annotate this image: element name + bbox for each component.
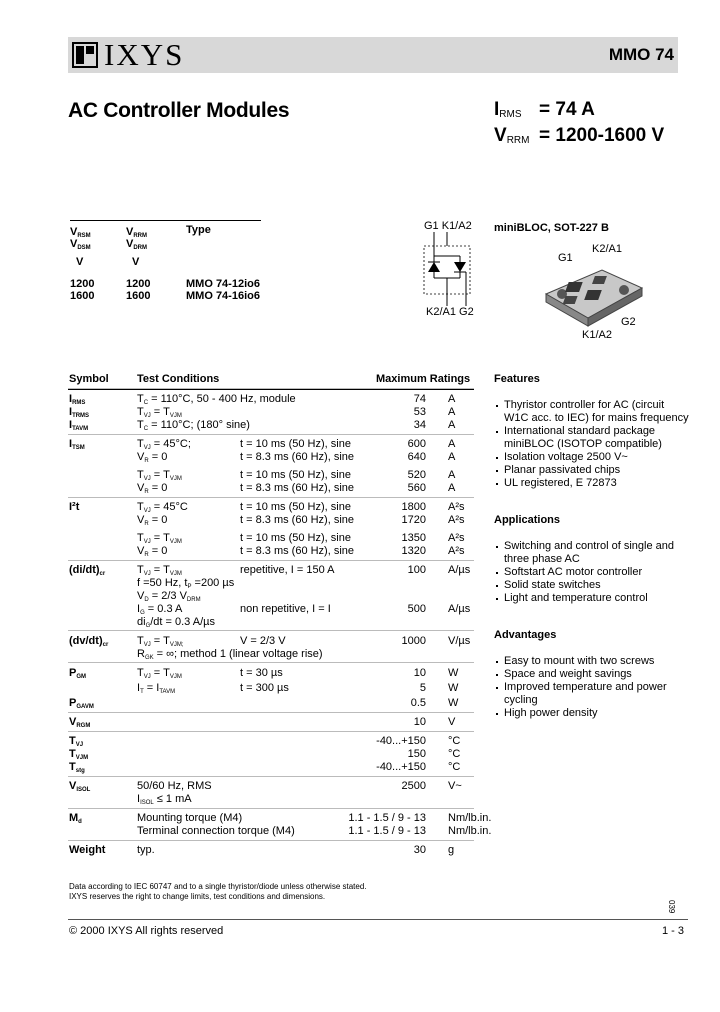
schematic-bottom-labels: K2/A1 G2 (426, 306, 474, 318)
type-table-rule (70, 220, 261, 221)
type-col1-header: $V_{DSM}$ (70, 238, 91, 251)
ratings-condition-2: t = 10 ms (50 Hz), sine (240, 532, 351, 544)
ratings-condition: $T_{VJ} = T_{VJM}$ (137, 532, 182, 545)
ratings-condition: $T_{VJ} = T_{VJM;}$ (137, 635, 184, 648)
col-max-header: Maximum Ratings (376, 373, 471, 385)
ratings-condition: $T_{VJ} = 45^\circ C$ (137, 501, 188, 514)
page-title: AC Controller Modules (68, 99, 290, 122)
bullet-icon (496, 661, 498, 663)
ratings-unit: V (448, 716, 456, 728)
ratings-value: 53 (413, 406, 426, 418)
bullet-icon (496, 687, 498, 689)
ratings-unit: V~ (448, 780, 462, 792)
bullet-icon (496, 598, 498, 600)
ratings-row-rule (68, 712, 474, 713)
ratings-condition: f =50 Hz, $t_P =200$ µs (137, 577, 235, 590)
ratings-row-rule (68, 434, 474, 435)
ratings-condition-2: t = 8.3 ms (60 Hz), sine (240, 514, 355, 526)
ratings-unit: A (448, 406, 456, 418)
type-cell: 1600 (70, 290, 95, 302)
ratings-row-rule (68, 662, 474, 663)
features-item: International standard package (504, 425, 656, 437)
applications-item: Softstart AC motor controller (504, 566, 643, 578)
page-number: 1 - 3 (662, 925, 685, 937)
ratings-value: 74 (413, 393, 426, 405)
ratings-condition-2: non repetitive, I = I (240, 603, 331, 615)
ratings-condition-2: t = 10 ms (50 Hz), sine (240, 469, 351, 481)
ratings-value: 1320 (401, 545, 426, 557)
applications-item: Switching and control of single and (504, 540, 674, 552)
type-cell: MMO 74-12io6 (186, 278, 260, 290)
ratings-value: 10 (413, 667, 426, 679)
part-number: MMO 74 (608, 45, 674, 64)
ratings-value: 30 (413, 844, 426, 856)
ratings-symbol: $I_{RMS}$ (69, 393, 86, 406)
ratings-condition: $R_{GK}$ = ∞; method 1 (linear voltage rise) (137, 648, 323, 661)
ratings-unit: °C (448, 735, 461, 747)
ratings-symbol: $I_{TRMS}$ (69, 406, 90, 419)
ratings-value: 1.1 - 1.5 / 9 - 13 (348, 825, 426, 837)
schematic-top-labels: G1 K1/A2 (424, 220, 472, 232)
ratings-symbol: I²t (69, 501, 80, 513)
ratings-row-rule (68, 560, 474, 561)
ratings-condition-2: t = 30 µs (240, 667, 283, 679)
footnote-2: IXYS reserves the right to change limits, test conditions and dimensions. (69, 892, 326, 901)
ratings-unit: Nm/lb.in. (448, 825, 492, 837)
ratings-condition: $T_{VJ} = 45^\circ C$; (137, 438, 191, 451)
ratings-unit: °C (448, 748, 461, 760)
bullet-icon (496, 674, 498, 676)
ratings-value: 600 (407, 438, 426, 450)
ratings-unit: A/µs (448, 564, 471, 576)
copyright: © 2000 IXYS All rights reserved (69, 925, 224, 937)
ratings-unit: g (448, 844, 455, 856)
type-cell: 1600 (126, 290, 151, 302)
features-title: Features (494, 373, 540, 385)
ratings-condition-2: t = 8.3 ms (60 Hz), sine (240, 482, 355, 494)
ratings-value: 560 (407, 482, 426, 494)
bullet-icon (496, 572, 498, 574)
side-code: 039 (667, 900, 676, 914)
ratings-condition: $I_{ISOL} \le 1$ mA (137, 793, 192, 806)
features-item: miniBLOC (ISOTOP compatible) (504, 438, 662, 450)
ratings-condition-2: V = 2/3 V (240, 635, 286, 647)
ratings-unit: W (448, 682, 459, 694)
ratings-row-rule (68, 840, 474, 841)
type-col2-header: $V_{DRM}$ (126, 238, 148, 251)
ratings-unit: A (448, 482, 456, 494)
ratings-condition: $V_D = 2/3$ $V_{DRM}$ (137, 590, 201, 603)
ratings-unit: A (448, 469, 456, 481)
bullet-icon (496, 713, 498, 715)
ratings-unit: °C (448, 761, 461, 773)
applications-title: Applications (494, 514, 561, 526)
ratings-symbol: $T_{stg}$ (69, 761, 85, 774)
ratings-unit: W (448, 667, 459, 679)
ixys-logo (72, 37, 185, 72)
package-image (540, 262, 646, 330)
ratings-value: 2500 (401, 780, 426, 792)
ratings-unit: W (448, 697, 459, 709)
ratings-value: 500 (407, 603, 426, 615)
type-cell: 1200 (126, 278, 151, 290)
ratings-value: 640 (407, 451, 426, 463)
ratings-condition-2: t = 8.3 ms (60 Hz), sine (240, 545, 355, 557)
package-label-k2a1: K2/A1 (592, 243, 622, 255)
ratings-condition: $T_{VJ} = T_{VJM}$ (137, 667, 182, 680)
ratings-unit: Nm/lb.in. (448, 812, 492, 824)
ratings-symbol: $(di/dt)_{cr}$ (69, 564, 106, 577)
ratings-condition-2: t = 10 ms (50 Hz), sine (240, 438, 351, 450)
ratings-condition: $T_C = 110^\circ C$, 50 - 400 Hz, module (137, 393, 296, 406)
ratings-row-rule (68, 630, 474, 631)
advantages-item: Improved temperature and power (504, 681, 667, 693)
ratings-condition-2: t = 8.3 ms (60 Hz), sine (240, 451, 355, 463)
ratings-condition: $di_G/dt = 0.3$ A/µs (137, 616, 215, 629)
ratings-unit: V/µs (448, 635, 471, 647)
type-col2-header: $V_{RRM}$ (126, 226, 148, 239)
ratings-value: 150 (407, 748, 426, 760)
ratings-symbol: $(dv/dt)_{cr}$ (69, 635, 109, 648)
ratings-condition: $V_R = 0$ (137, 545, 168, 558)
ratings-condition: Mounting torque (M4) (137, 812, 243, 824)
ratings-unit: A²s (448, 514, 465, 526)
advantages-item: Space and weight savings (504, 668, 632, 680)
ratings-condition: $V_R = 0$ (137, 514, 168, 527)
ratings-value: 1350 (401, 532, 426, 544)
logo-text: IXYS (104, 37, 185, 72)
type-cell: 1200 (70, 278, 95, 290)
ratings-symbol: $P_{GM}$ (69, 667, 87, 680)
applications-item: Solid state switches (504, 579, 601, 591)
advantages-title: Advantages (494, 629, 557, 641)
ratings-row-rule (68, 731, 474, 732)
bullet-icon (496, 546, 498, 548)
ratings-unit: A/µs (448, 603, 471, 615)
ratings-unit: A (448, 419, 456, 431)
ratings-condition-2: t = 300 µs (240, 682, 289, 694)
ratings-symbol: $V_{ISOL}$ (69, 780, 91, 793)
ratings-row-rule (68, 776, 474, 777)
ratings-unit: A²s (448, 501, 465, 513)
package-label-g2: G2 (621, 316, 636, 328)
bullet-icon (496, 470, 498, 472)
ratings-condition: Terminal connection torque (M4) (137, 825, 295, 837)
bullet-icon (496, 431, 498, 433)
type-col3-header: Type (186, 224, 211, 236)
ratings-condition: $I_T = I_{TAVM}$ (137, 682, 176, 695)
bullet-icon (496, 483, 498, 485)
ratings-value: 0.5 (410, 697, 426, 709)
ratings-symbol: $I_{TAVM}$ (69, 419, 89, 432)
package-title: miniBLOC, SOT-227 B (494, 222, 609, 234)
ratings-condition: $V_R = 0$ (137, 451, 168, 464)
ratings-condition: $T_{VJ} = T_{VJM}$ (137, 469, 182, 482)
bullet-icon (496, 457, 498, 459)
bullet-icon (496, 405, 498, 407)
ratings-symbol: $T_{VJ}$ (69, 735, 84, 748)
ratings-unit: A (448, 438, 456, 450)
ratings-condition-2: repetitive, I = 150 A (240, 564, 335, 576)
ratings-symbol: $P_{GAVM}$ (69, 697, 94, 710)
ratings-value: -40...+150 (376, 761, 426, 773)
advantages-item: High power density (504, 707, 598, 719)
ratings-condition: $T_C = 110^\circ C$; (180° sine) (137, 419, 250, 432)
ratings-symbol: $I_{TSM}$ (69, 438, 85, 451)
ratings-value: 1.1 - 1.5 / 9 - 13 (348, 812, 426, 824)
key-spec-value: = 1200-1600 V (539, 125, 665, 146)
ratings-row-rule (68, 497, 474, 498)
ratings-symbol: $M_d$ (69, 812, 82, 825)
features-item: W1C acc. to IEC) for mains frequency (504, 412, 689, 424)
ratings-value: -40...+150 (376, 735, 426, 747)
applications-item: Light and temperature control (504, 592, 648, 604)
ratings-rule (68, 389, 474, 390)
type-col2-unit: V (132, 256, 140, 268)
ratings-value: 5 (419, 682, 426, 694)
features-item: Isolation voltage 2500 V~ (504, 451, 628, 463)
key-spec: $V_{RRM}$ (494, 125, 530, 146)
ratings-condition: $T_{VJ} = T_{VJM}$ (137, 564, 182, 577)
ratings-value: 34 (413, 419, 426, 431)
package-label-g1: G1 (558, 252, 573, 264)
ratings-row-rule (68, 808, 474, 809)
applications-item: three phase AC (504, 553, 580, 565)
footer-rule (68, 919, 688, 920)
key-spec: $I_{RMS}$ (494, 99, 522, 120)
col-conditions-header: Test Conditions (137, 373, 220, 385)
features-item: Thyristor controller for AC (circuit (504, 399, 665, 411)
bullet-icon (496, 585, 498, 587)
ratings-condition: typ. (137, 844, 155, 856)
ratings-row-rule (68, 388, 474, 389)
ratings-value: 520 (407, 469, 426, 481)
advantages-item: Easy to mount with two screws (504, 655, 655, 667)
col-symbol-header: Symbol (69, 373, 109, 385)
ratings-value: 100 (407, 564, 426, 576)
features-item: Planar passivated chips (504, 464, 621, 476)
ratings-symbol: Weight (69, 844, 106, 856)
ratings-unit: A²s (448, 545, 465, 557)
ratings-condition-2: t = 10 ms (50 Hz), sine (240, 501, 351, 513)
ratings-condition: $T_{VJ} = T_{VJM}$ (137, 406, 182, 419)
ratings-value: 1000 (401, 635, 426, 647)
package-label-k1a2: K1/A2 (582, 329, 612, 341)
ratings-unit: A (448, 451, 456, 463)
features-item: UL registered, E 72873 (504, 477, 617, 489)
ratings-condition: $I_G = 0.3$ A (137, 603, 183, 616)
ratings-condition: 50/60 Hz, RMS (137, 780, 212, 792)
type-cell: MMO 74-16io6 (186, 290, 260, 302)
ratings-symbol: $T_{VJM}$ (69, 748, 89, 761)
type-col1-unit: V (76, 256, 84, 268)
ixys-logo-icon (72, 42, 98, 68)
ratings-value: 10 (413, 716, 426, 728)
ratings-unit: A²s (448, 532, 465, 544)
advantages-item: cycling (504, 694, 538, 706)
ratings-symbol: $V_{RGM}$ (69, 716, 91, 729)
key-spec-value: = 74 A (539, 99, 595, 120)
ratings-value: 1720 (401, 514, 426, 526)
thyristor-schematic (420, 232, 476, 306)
type-col1-header: $V_{RSM}$ (70, 226, 91, 239)
ratings-condition: $V_R = 0$ (137, 482, 168, 495)
ratings-unit: A (448, 393, 456, 405)
footnote-1: Data according to IEC 60747 and to a single thyristor/diode unless otherwise stated. (69, 882, 367, 891)
ratings-value: 1800 (401, 501, 426, 513)
